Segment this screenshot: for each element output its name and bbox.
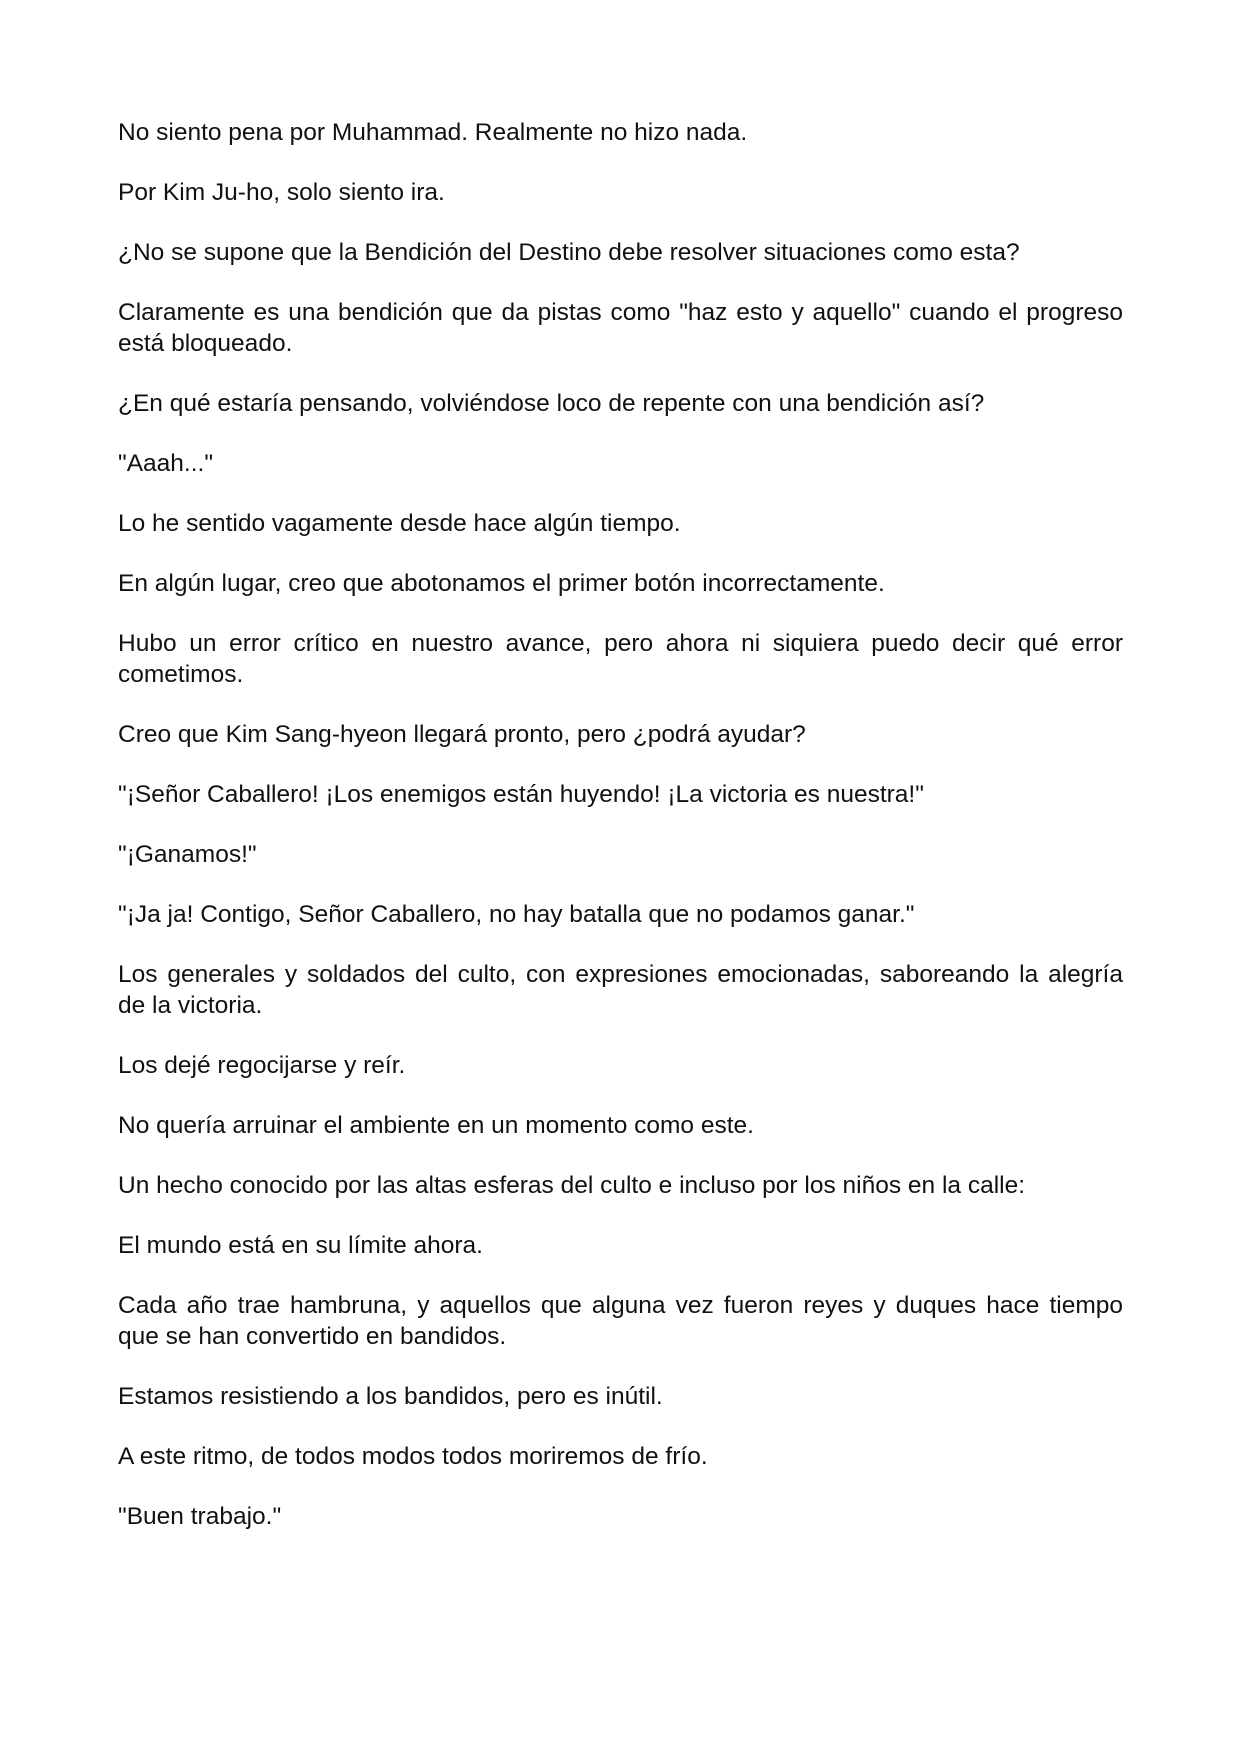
paragraph: No quería arruinar el ambiente en un momento como este. (118, 1112, 754, 1139)
paragraph: "Buen trabajo." (118, 1503, 282, 1530)
paragraph: Los dejé regocijarse y reír. (118, 1052, 406, 1079)
paragraph: Estamos resistiendo a los bandidos, pero es inútil. (118, 1383, 663, 1410)
paragraph: No siento pena por Muhammad. Realmente no hizo nada. (118, 119, 748, 146)
paragraph: Cada año trae hambruna, y aquellos que alguna vez fueron reyes y duques hace tiempo que se han convertido en bandidos. (118, 1292, 1123, 1350)
paragraph: Por Kim Ju-ho, solo siento ira. (118, 179, 445, 206)
paragraph: Hubo un error crítico en nuestro avance, pero ahora ni siquiera puedo decir qué error cometimos. (118, 630, 1123, 688)
paragraph: ¿En qué estaría pensando, volviéndose loco de repente con una bendición así? (118, 390, 985, 417)
document-body (118, 117, 1123, 1561)
paragraph: Claramente es una bendición que da pistas como "haz esto y aquello" cuando el progreso está bloqueado. (118, 299, 1123, 357)
paragraph: Creo que Kim Sang-hyeon llegará pronto, pero ¿podrá ayudar? (118, 721, 806, 748)
paragraph: Un hecho conocido por las altas esferas del culto e incluso por los niños en la calle: (118, 1172, 1026, 1199)
paragraph: ¿No se supone que la Bendición del Destino debe resolver situaciones como esta? (118, 239, 1020, 266)
paragraph: En algún lugar, creo que abotonamos el primer botón incorrectamente. (118, 570, 885, 597)
paragraph: A este ritmo, de todos modos todos moriremos de frío. (118, 1443, 708, 1470)
paragraph: "¡Ganamos!" (118, 841, 257, 868)
paragraph: "¡Señor Caballero! ¡Los enemigos están huyendo! ¡La victoria es nuestra!" (118, 781, 924, 808)
paragraph: "Aaah..." (118, 450, 214, 477)
paragraph: Los generales y soldados del culto, con expresiones emocionadas, saboreando la alegría de la victoria. (118, 961, 1123, 1019)
paragraph: Lo he sentido vagamente desde hace algún tiempo. (118, 510, 681, 537)
paragraph: El mundo está en su límite ahora. (118, 1232, 483, 1259)
paragraph: "¡Ja ja! Contigo, Señor Caballero, no hay batalla que no podamos ganar." (118, 901, 915, 928)
